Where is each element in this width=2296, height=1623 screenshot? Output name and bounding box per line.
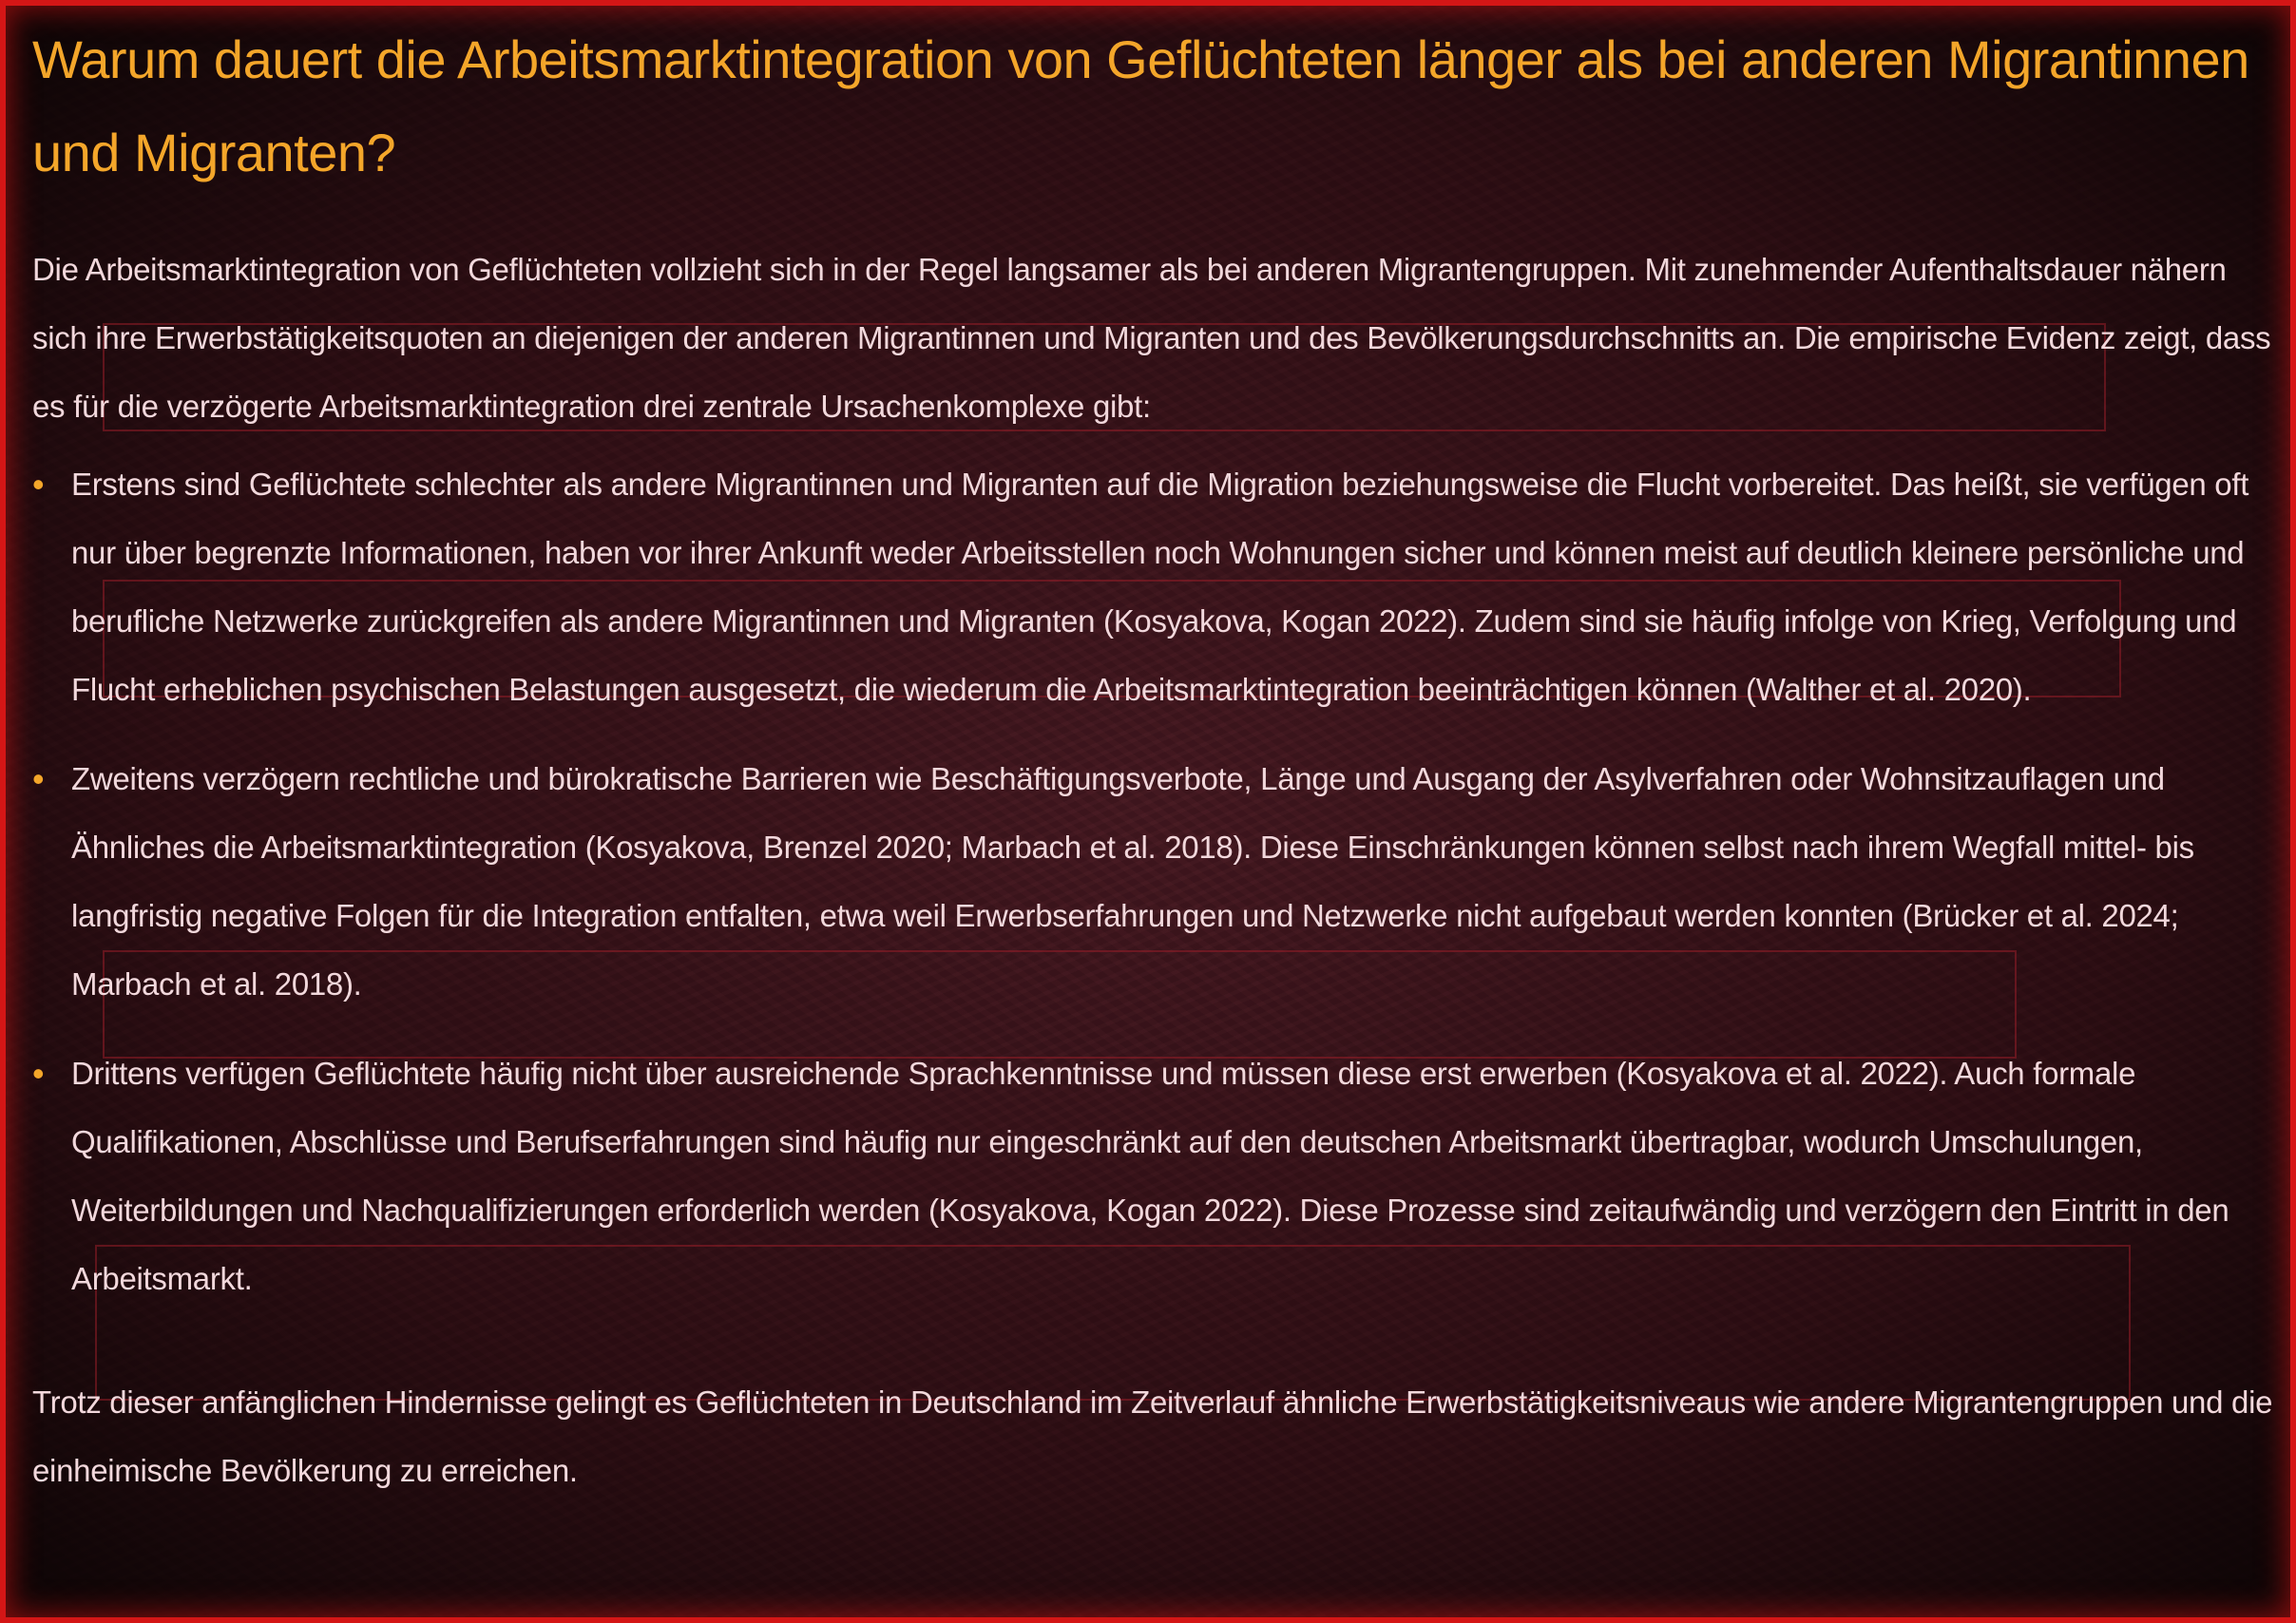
bullet-icon: •	[32, 759, 45, 798]
bullet-icon: •	[32, 1054, 45, 1093]
bullet-icon: •	[32, 465, 45, 504]
list-item-text: Erstens sind Geflüchtete schlechter als andere Migrantinnen und Migranten auf die Migration beziehungsweise die Flucht vorbereitet. Das heißt, sie verfügen oft nur über begrenzte Informationen, haben vor ihrer Ankunft weder Arbeitsstellen noch Wohnungen sicher und können meist auf deutlich kleinere persönliche und berufliche Netzwerke zurückgreifen als andere Migrantinnen und Migranten (Kosyakova, Kogan 2022). Zudem sind sie häufig infolge von Krieg, Verfolgung und Flucht erheblichen psychischen Belastungen ausgesetzt, die wiederum die Arbeitsmarktintegration beeinträchtigen können (Walther et al. 2020).	[71, 467, 2249, 707]
intro-paragraph: Die Arbeitsmarktintegration von Geflüchteten vollzieht sich in der Regel langsamer als bei anderen Migrantengruppen. Mit zunehmender Aufenthaltsdauer nähern sich ihre Erwerbstätigkeitsquoten an diejenigen der anderen Migrantinnen und Migranten und des Bevölkerungsdurchschnitts an. Die empirische Evidenz zeigt, dass es für die verzögerte Arbeitsmarktintegration drei zentrale Ursachenkomplexe gibt:	[32, 252, 2271, 424]
list-item	[32, 450, 2275, 724]
cause-list	[32, 450, 2275, 1313]
closing-paragraph: Trotz dieser anfänglichen Hindernisse gelingt es Geflüchteten in Deutschland im Zeitverlauf ähnliche Erwerbstätigkeitsniveaus wie andere Migrantengruppen und die einheimische Bevölkerung zu erreichen.	[32, 1384, 2273, 1488]
article-overlay	[32, 13, 2275, 1505]
list-item	[32, 745, 2275, 1019]
list-item	[32, 1040, 2275, 1313]
article-title: Warum dauert die Arbeitsmarktintegration von Geflüchteten länger als bei anderen Migrantinnen und Migranten?	[32, 29, 2249, 182]
list-item-text: Drittens verfügen Geflüchtete häufig nicht über ausreichende Sprachkenntnisse und müssen diese erst erwerben (Kosyakova et al. 2022). Auch formale Qualifikationen, Abschlüsse und Berufserfahrungen sind häufig nur eingeschränkt auf den deutschen Arbeitsmarkt übertragbar, wodurch Umschulungen, Weiterbildungen und Nachqualifizierungen erforderlich werden (Kosyakova, Kogan 2022). Diese Prozesse sind zeitaufwändig und verzögern den Eintritt in den Arbeitsmarkt.	[71, 1056, 2229, 1296]
list-item-text: Zweitens verzögern rechtliche und bürokratische Barrieren wie Beschäftigungsverbote, Länge und Ausgang der Asylverfahren oder Wohnsitzauflagen und Ähnliches die Arbeitsmarktintegration (Kosyakova, Brenzel 2020; Marbach et al. 2018). Diese Einschränkungen können selbst nach ihrem Wegfall mittel- bis langfristig negative Folgen für die Integration entfalten, etwa weil Erwerbserfahrungen und Netzwerke nicht aufgebaut werden konnten (Brücker et al. 2024; Marbach et al. 2018).	[71, 761, 2194, 1002]
